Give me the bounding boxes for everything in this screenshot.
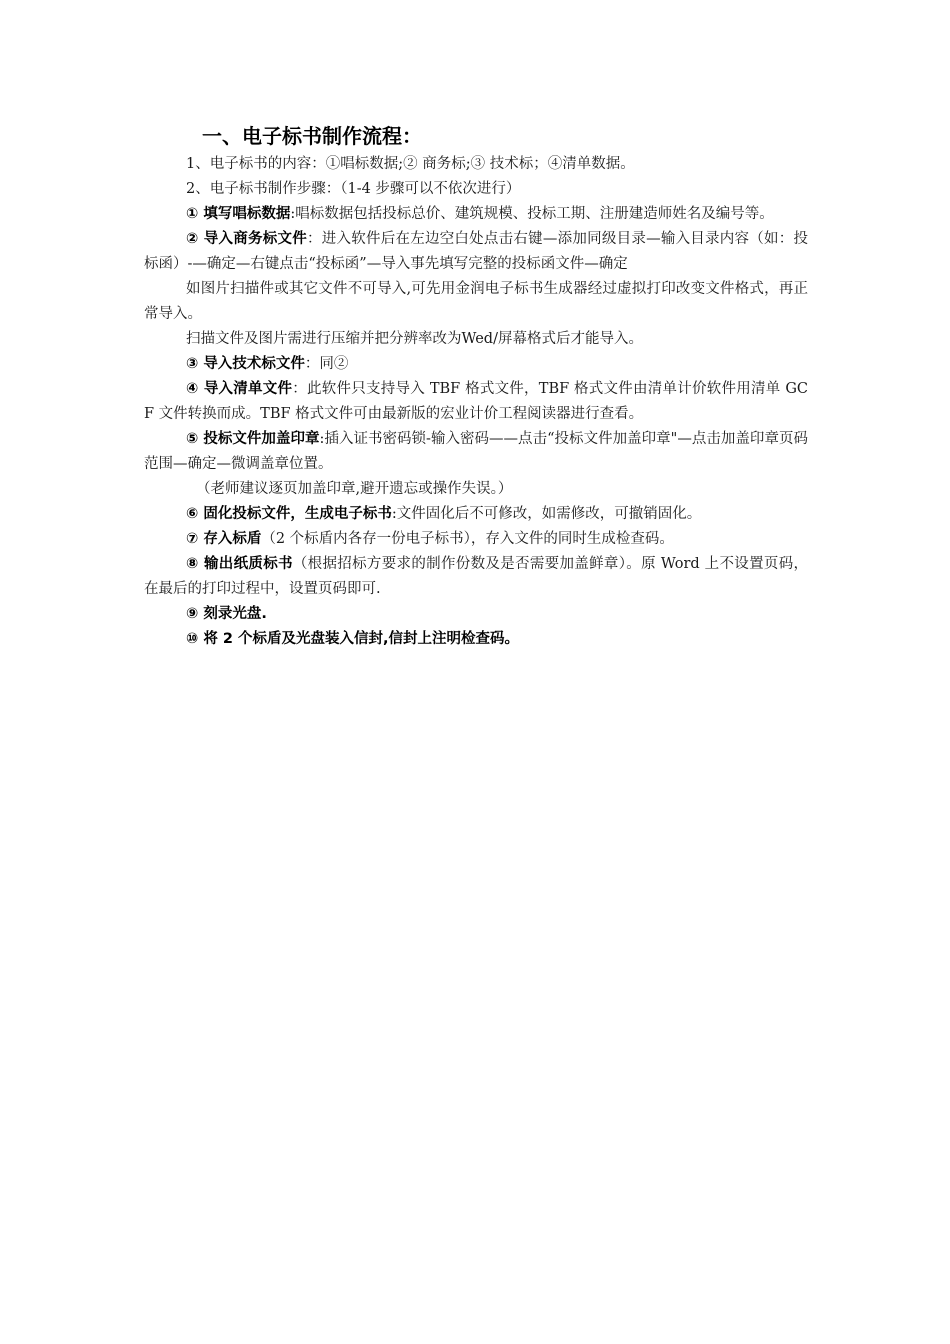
paragraph-step-6 xyxy=(144,502,808,527)
paragraph-text: 如图片扫描件或其它文件不可导入,可先用金润电子标书生成器经过虚拟打印改变文件格式，再正常导入。 xyxy=(144,281,808,322)
paragraph-step-8 xyxy=(144,552,808,602)
paragraph-step-7 xyxy=(144,527,808,552)
paragraph-text: 扫描文件及图片需进行压缩并把分辨率改为Wed/屏幕格式后才能导入。 xyxy=(186,331,643,347)
paragraph-text: :插入证书密码锁-输入密码——点击“投标文件加盖印章"—点击加盖印章页码范围—确定—微调盖章位置。 xyxy=(144,431,808,472)
step-heading: ⑨ 刻录光盘. xyxy=(186,606,267,622)
paragraph-step-10 xyxy=(144,627,808,652)
paragraph-step-5 xyxy=(144,427,808,477)
step-heading: ④ 导入清单文件 xyxy=(186,381,293,397)
paragraph-step-2 xyxy=(144,227,808,277)
step-heading: ⑥ 固化投标文件，生成电子标书 xyxy=(186,506,392,522)
paragraph-note-scan xyxy=(144,277,808,327)
paragraph-text: 1、电子标书的内容：①唱标数据;② 商务标;③ 技术标；④清单数据。 xyxy=(186,156,635,172)
step-heading: ⑤ 投标文件加盖印章 xyxy=(186,431,320,447)
paragraph-text: :唱标数据包括投标总价、建筑规模、投标工期、注册建造师姓名及编号等。 xyxy=(290,206,774,222)
document-title: 一、电子标书制作流程： xyxy=(202,124,422,148)
step-heading: ① 填写唱标数据 xyxy=(186,206,291,222)
paragraph-text: :文件固化后不可修改，如需修改，可撤销固化。 xyxy=(391,506,702,522)
step-heading: ⑩ 将 2 个标盾及光盘装入信封,信封上注明检查码。 xyxy=(186,631,520,647)
step-heading: ② 导入商务标文件 xyxy=(186,231,308,247)
paragraph-content-list xyxy=(144,152,808,177)
paragraph-text: ：同② xyxy=(304,356,349,372)
paragraph-steps-intro xyxy=(144,177,808,202)
step-heading: ⑧ 输出纸质标书 xyxy=(186,556,293,572)
paragraph-text: 2、电子标书制作步骤：（1-4 步骤可以不依次进行） xyxy=(186,181,521,197)
paragraph-text: ：此软件只支持导入 TBF 格式文件，TBF 格式文件由清单计价软件用清单 GCF 文件转换而成。TBF 格式文件可由最新版的宏业计价工程阅读器进行查看。 xyxy=(144,381,808,422)
paragraph-step-1 xyxy=(144,202,808,227)
paragraph-text: （老师建议逐页加盖印章,避开遗忘或操作失误。） xyxy=(196,481,513,497)
paragraph-step-9 xyxy=(144,602,808,627)
step-heading: ⑦ 存入标盾 xyxy=(186,531,262,547)
document-body xyxy=(144,120,808,652)
paragraph-step-4 xyxy=(144,377,808,427)
paragraph-step-3 xyxy=(144,352,808,377)
paragraph-text: （2 个标盾内各存一份电子标书），存入文件的同时生成检查码。 xyxy=(261,531,674,547)
paragraph-teacher-note xyxy=(144,477,808,502)
paragraph-note-compress xyxy=(144,327,808,352)
paragraph-text: ：进入软件后在左边空白处点击右键—添加同级目录—输入目录内容（如：投标函）-—确定—右键点击“投标函”—导入事先填写完整的投标函文件—确定 xyxy=(144,231,809,272)
step-heading: ③ 导入技术标文件 xyxy=(186,356,305,372)
paragraph-text: （根据招标方要求的制作份数及是否需要加盖鲜章）。原 Word 上不设置页码，在最后的打印过程中，设置页码即可. xyxy=(144,556,809,597)
